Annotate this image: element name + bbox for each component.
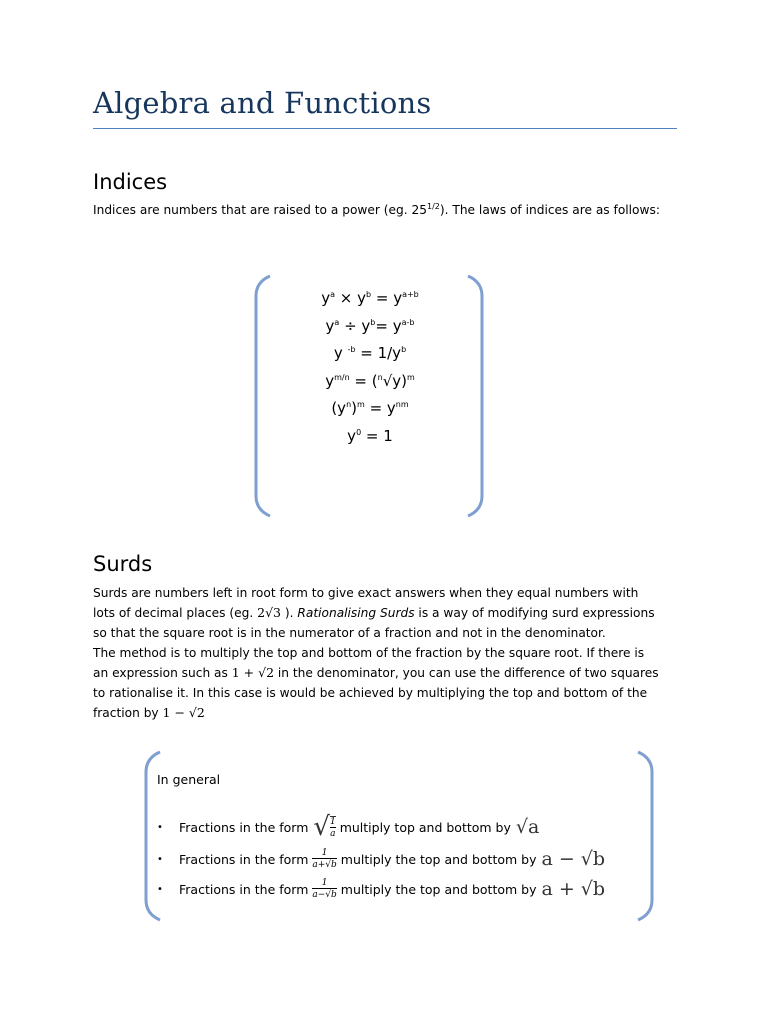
indices-heading: Indices <box>93 170 168 194</box>
indices-intro-b: ). The laws of indices are as follows: <box>439 203 660 217</box>
title-underline <box>93 128 677 129</box>
indices-intro-sup: 1/2 <box>427 201 440 211</box>
general-rule-item: • Fractions in the form √ $\frac{1}{a}$ multiply top and bottom by √a <box>157 812 540 842</box>
fraction: $\frac{1}{a+√b}$ <box>312 848 337 870</box>
surds-line: lots of decimal places (eg. 2√3 ). Rationalising Surds is a way of modifying surd expressions <box>93 605 655 620</box>
surds-heading: Surds <box>93 552 153 576</box>
sqrt-symbol: √ <box>313 812 330 842</box>
index-law: $y^0 = 1$ <box>347 426 393 445</box>
in-general-label: In general <box>157 772 221 787</box>
indices-intro <box>93 200 660 220</box>
surds-line: Surds are numbers left in root form to give exact answers when they equal numbers with <box>93 586 639 600</box>
surds-line: an expression such as 1 + √2 in the denominator, you can use the difference of two squares <box>93 665 659 680</box>
index-law: $y^a \div y^b= y^{a-b}$ <box>325 316 415 335</box>
index-law: $y^a \times y^b = y^{a+b}$ <box>321 289 419 307</box>
surds-paragraph <box>93 583 683 723</box>
surds-line: The method is to multiply the top and bottom of the fraction by the square root. If there is <box>93 646 645 660</box>
index-law: $y^{m/n} = (^n√y)^m$ <box>325 371 415 390</box>
general-rule-item: • Fractions in the form $\frac{1}{a-√b}$ multiply the top and bottom by a + √b <box>157 878 606 900</box>
index-law: y $^{-b} = 1/y^b$ <box>333 344 407 363</box>
fraction: $\frac{1}{a}$ <box>329 816 336 839</box>
surds-line: so that the square root is in the numerator of a fraction and not in the denominator. <box>93 626 606 640</box>
fraction: $\frac{1}{a-√b}$ <box>312 878 337 900</box>
index-law: $(y^n)^m = y^{nm}$ <box>331 399 409 418</box>
general-rule-item: • Fractions in the form $\frac{1}{a+√b}$ multiply the top and bottom by a − √b <box>157 848 606 870</box>
surds-line: fraction by 1 − √2 <box>93 705 205 720</box>
page-title: Algebra and Functions <box>93 86 432 120</box>
right-bracket <box>638 752 652 920</box>
laws-of-indices <box>256 285 484 451</box>
indices-intro-a: Indices are numbers that are raised to a power (eg. 25 <box>93 203 428 217</box>
surds-line: to rationalise it. In this case is would be achieved by multiplying the top and bottom of the <box>93 686 648 700</box>
